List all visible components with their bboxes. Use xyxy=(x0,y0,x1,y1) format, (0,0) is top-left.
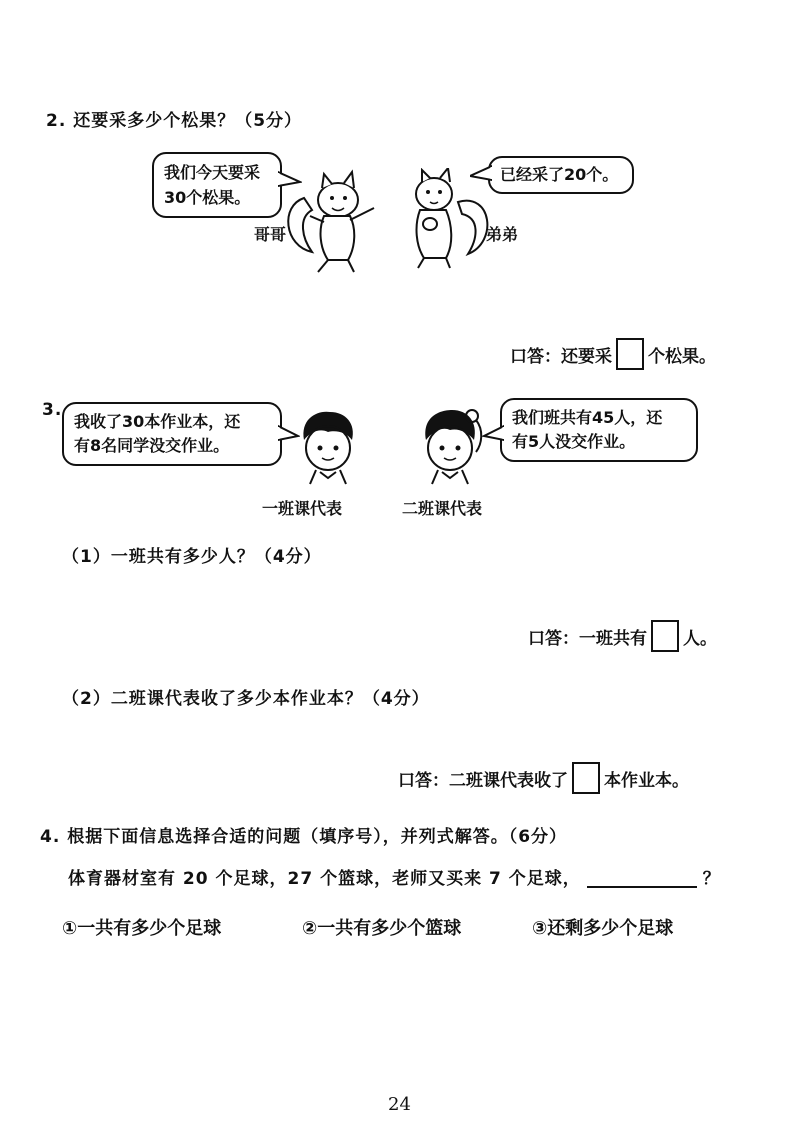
bubble-line: 我们今天要采 xyxy=(164,163,261,182)
page-number: 24 xyxy=(388,1094,411,1115)
q2-title: 2. 还要采多少个松果？（5分） xyxy=(46,111,303,131)
bubble-line: 已经采了20个。 xyxy=(500,165,619,184)
q3-sub1-answer-box[interactable] xyxy=(651,620,679,652)
bubble-line: 有5人没交作业。 xyxy=(512,432,636,451)
q2-answer-box[interactable] xyxy=(616,338,644,370)
q4-info-text: 体育器材室有 20 个足球，27 个篮球，老师又买来 7 个足球， xyxy=(68,869,581,889)
q3-sub2-question: （2）二班课代表收了多少本作业本？（4分） xyxy=(62,689,430,709)
answer-suffix: 人。 xyxy=(683,628,717,649)
q4-info-end: ？ xyxy=(702,869,721,889)
q4-info xyxy=(68,864,721,889)
speech-bubble-younger-brother xyxy=(488,156,634,194)
bubble-line: 我们班共有45人，还 xyxy=(512,408,663,427)
q4-option-3: ③还剩多少个足球 xyxy=(532,918,674,939)
bubble-line: 有8名同学没交作业。 xyxy=(74,436,230,455)
q2-answer xyxy=(510,338,716,370)
q4-option-1: ①一共有多少个足球 xyxy=(62,918,222,939)
q4-option-2: ②一共有多少个篮球 xyxy=(302,918,462,939)
bubble-line: 我收了30本作业本，还 xyxy=(74,412,241,431)
caption-class1-rep: 一班课代表 xyxy=(262,499,343,518)
answer-suffix: 个松果。 xyxy=(648,346,716,367)
girl-student-icon xyxy=(416,406,486,486)
answer-suffix: 本作业本。 xyxy=(604,770,689,791)
speech-bubble-class2-rep xyxy=(500,398,698,462)
label-brother: 哥哥 xyxy=(254,225,287,244)
bubble-line: 30个松果。 xyxy=(164,188,251,207)
speech-bubble-brother xyxy=(152,152,282,218)
q3-sub2-answer-box[interactable] xyxy=(572,762,600,794)
answer-prefix: 口答：还要采 xyxy=(510,346,612,367)
answer-prefix: 口答：二班课代表收了 xyxy=(398,770,568,791)
q3-sub1-answer xyxy=(528,620,717,652)
answer-prefix: 口答：一班共有 xyxy=(528,628,647,649)
label-younger-brother: 弟弟 xyxy=(486,225,519,244)
squirrel-younger-brother-icon xyxy=(400,168,500,272)
q4-title: 4. 根据下面信息选择合适的问题（填序号），并列式解答。（6分） xyxy=(40,827,568,847)
q3-sub2-answer xyxy=(398,762,689,794)
boy-student-icon xyxy=(296,410,360,486)
q4-fill-blank[interactable] xyxy=(587,886,697,888)
squirrel-brother-icon xyxy=(282,168,392,278)
q3-sub1-question: （1）一班共有多少人？（4分） xyxy=(62,547,322,567)
q3-number: 3. xyxy=(42,400,63,420)
speech-bubble-class1-rep xyxy=(62,402,282,466)
caption-class2-rep: 二班课代表 xyxy=(402,499,483,518)
